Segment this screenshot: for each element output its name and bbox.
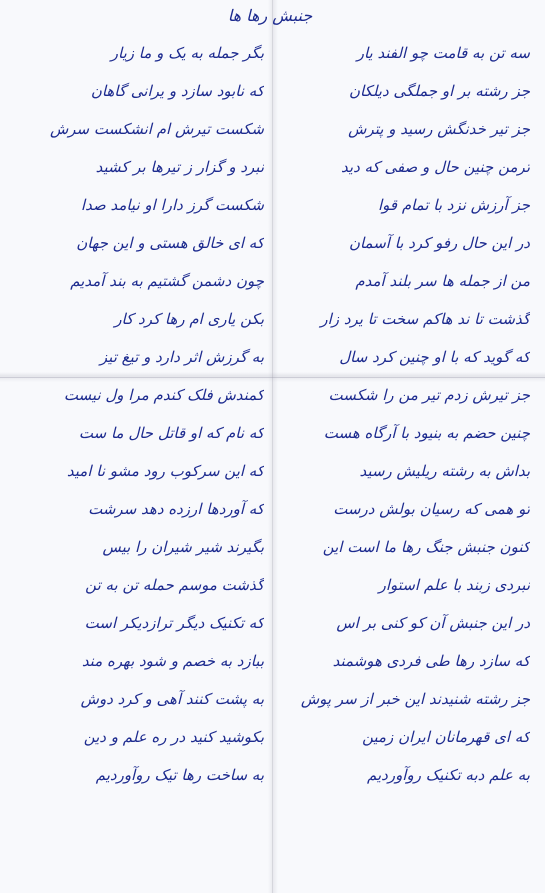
verse-line: که ای خالق هستی و این جهان: [76, 234, 264, 252]
verse-line: بگیرند شیر شیران را بیس: [102, 538, 264, 556]
verse-line: که نام که او قاتل حال ما ست: [78, 424, 264, 442]
verse-line: که تکنیک دیگر ترازدیکر است: [84, 614, 264, 632]
verse-line: تو همی که رسیان بولش درست: [333, 500, 530, 518]
verse-line: جز رشته شنیدند این خبر از سر پوش: [300, 690, 530, 708]
poem-title: جنبش رها ها: [227, 6, 313, 25]
verse-line: در این جنبش آن کو کنی بر اس: [336, 614, 530, 632]
verse-line: جز تیر خدنگش رسید و پترش: [348, 120, 530, 138]
verse-line: گذشت تا ند هاکم سخت تا یرد زار: [320, 310, 530, 328]
verse-line: که سازد رها طی فردی هوشمند: [332, 652, 530, 670]
verse-line: جز رشته بر او جملگی دیلکان: [348, 82, 530, 100]
verse-line: نبردی زبند با علم استوار: [378, 576, 530, 594]
verse-line: که ای قهرمانان ایران زمین: [362, 728, 530, 746]
verse-line: کمندش فلک کندم مرا ول نیست: [63, 386, 264, 404]
verse-line: که آوردها ارزده دهد سرشت: [88, 500, 264, 518]
verse-line: ترمن چنین حال و صفی که دید: [341, 158, 530, 176]
fold-crease-vertical: [272, 0, 273, 893]
verse-line: چنین حضم به بنیود با آرگاه هست: [323, 424, 530, 442]
verse-line: چون دشمن گشتیم به بند آمدیم: [70, 272, 264, 290]
verse-line: که این سرکوب رود مشو نا امید: [66, 462, 264, 480]
verse-line: شکست گرز دارا او نیامد صدا: [80, 196, 264, 214]
verse-line: جز تیرش زدم تیر من را شکست: [328, 386, 530, 404]
verse-line: بداش به رشته ریلیش رسید: [359, 462, 530, 480]
verse-line: سه تن به قامت چو الفند یار: [356, 44, 530, 62]
verse-line: ببازد به خصم و شود بهره مند: [81, 652, 264, 670]
verse-line: به گرزش اثر دارد و تیغ تیز: [99, 348, 264, 366]
verse-line: به علم دبه تکنیک روآوردیم: [366, 766, 530, 784]
verse-line: جز آرزش نزد با تمام قوا: [377, 196, 530, 214]
verse-line: گذشت موسم حمله تن به تن: [85, 576, 264, 594]
verse-line: بکن یاری ام رها کرد کار: [114, 310, 264, 328]
verse-line: بکوشید کنید در ره علم و دین: [83, 728, 264, 746]
verse-line: به ساخت رها تیک روآوردیم: [95, 766, 264, 784]
verse-line: در این حال رفو کرد با آسمان: [348, 234, 530, 252]
verse-line: شکست تیرش ام انشکست سرش: [49, 120, 264, 138]
verse-line: که گوید که با او چنین کرد سال: [339, 348, 530, 366]
verse-line: بگر جمله به یک و ما زیار: [110, 44, 264, 62]
verse-line: من از جمله ها سر بلند آمدم: [355, 272, 530, 290]
verse-line: به پشت کنند آهی و کرد دوش: [80, 690, 264, 708]
verse-line: نبرد و گزار ز تیرها بر کشید: [95, 158, 264, 176]
verse-line: کنون جنبش جنگ رها ما است این: [322, 538, 530, 556]
verse-line: که نابود سازد و یرانی گاهان: [90, 82, 264, 100]
